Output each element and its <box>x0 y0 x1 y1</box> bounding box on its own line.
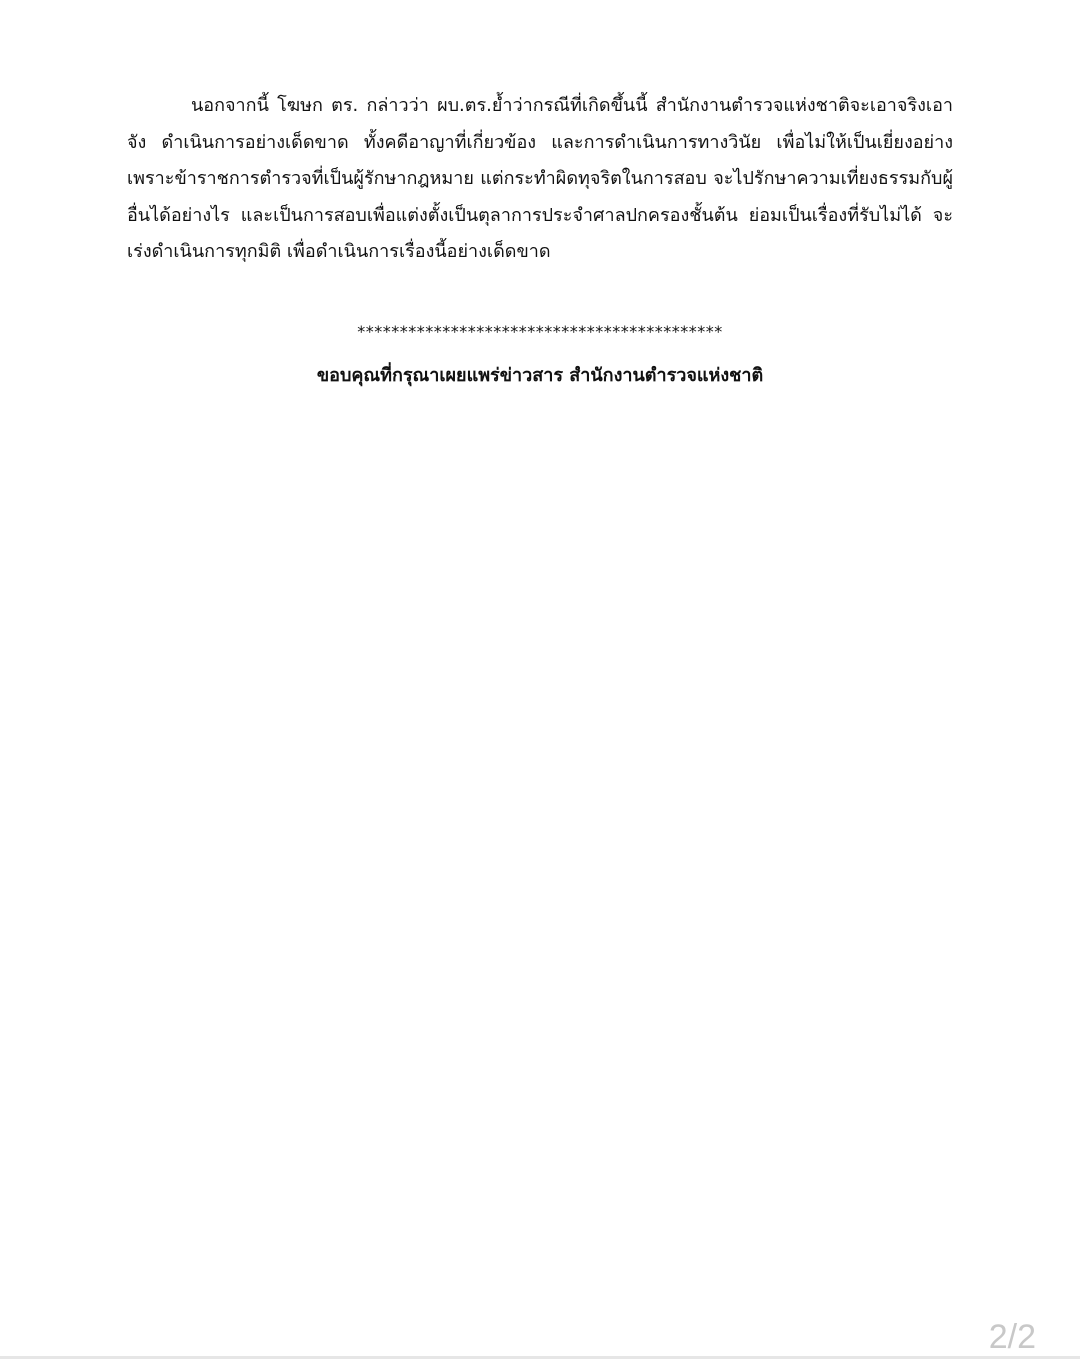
body-paragraph: นอกจากนี้ โฆษก ตร. กล่าวว่า ผบ.ตร.ย้ำว่ากรณีที่เกิดขึ้นนี้ สำนักงานตำรวจแห่งชาติจะเอาจริงเอาจัง ดำเนินการอย่างเด็ดขาด ทั้งคดีอาญาที่เกี่ยวข้อง และการดำเนินการทางวินัย เพื่อไม่ให้เป็นเยี่ยงอย่าง เพราะข้าราชการตำรวจที่เป็นผู้รักษากฎหมาย แต่กระทำผิดทุจริตในการสอบ จะไปรักษาความเที่ยงธรรมกับผู้อื่นได้อย่างไร และเป็นการสอบเพื่อแต่งตั้งเป็นตุลาการประจำศาลปกครองชั้นต้น ย่อมเป็นเรื่องที่รับไม่ได้ จะเร่งดำเนินการทุกมิติ เพื่อดำเนินการเรื่องนี้อย่างเด็ดขาด <box>127 95 953 262</box>
page-number: 2/2 <box>988 1318 1036 1356</box>
asterisk-divider: ******************************************* <box>357 322 723 341</box>
closing-line: ขอบคุณที่กรุณาเผยแพร่ข่าวสาร สำนักงานตำรวจแห่งชาติ <box>316 365 764 386</box>
